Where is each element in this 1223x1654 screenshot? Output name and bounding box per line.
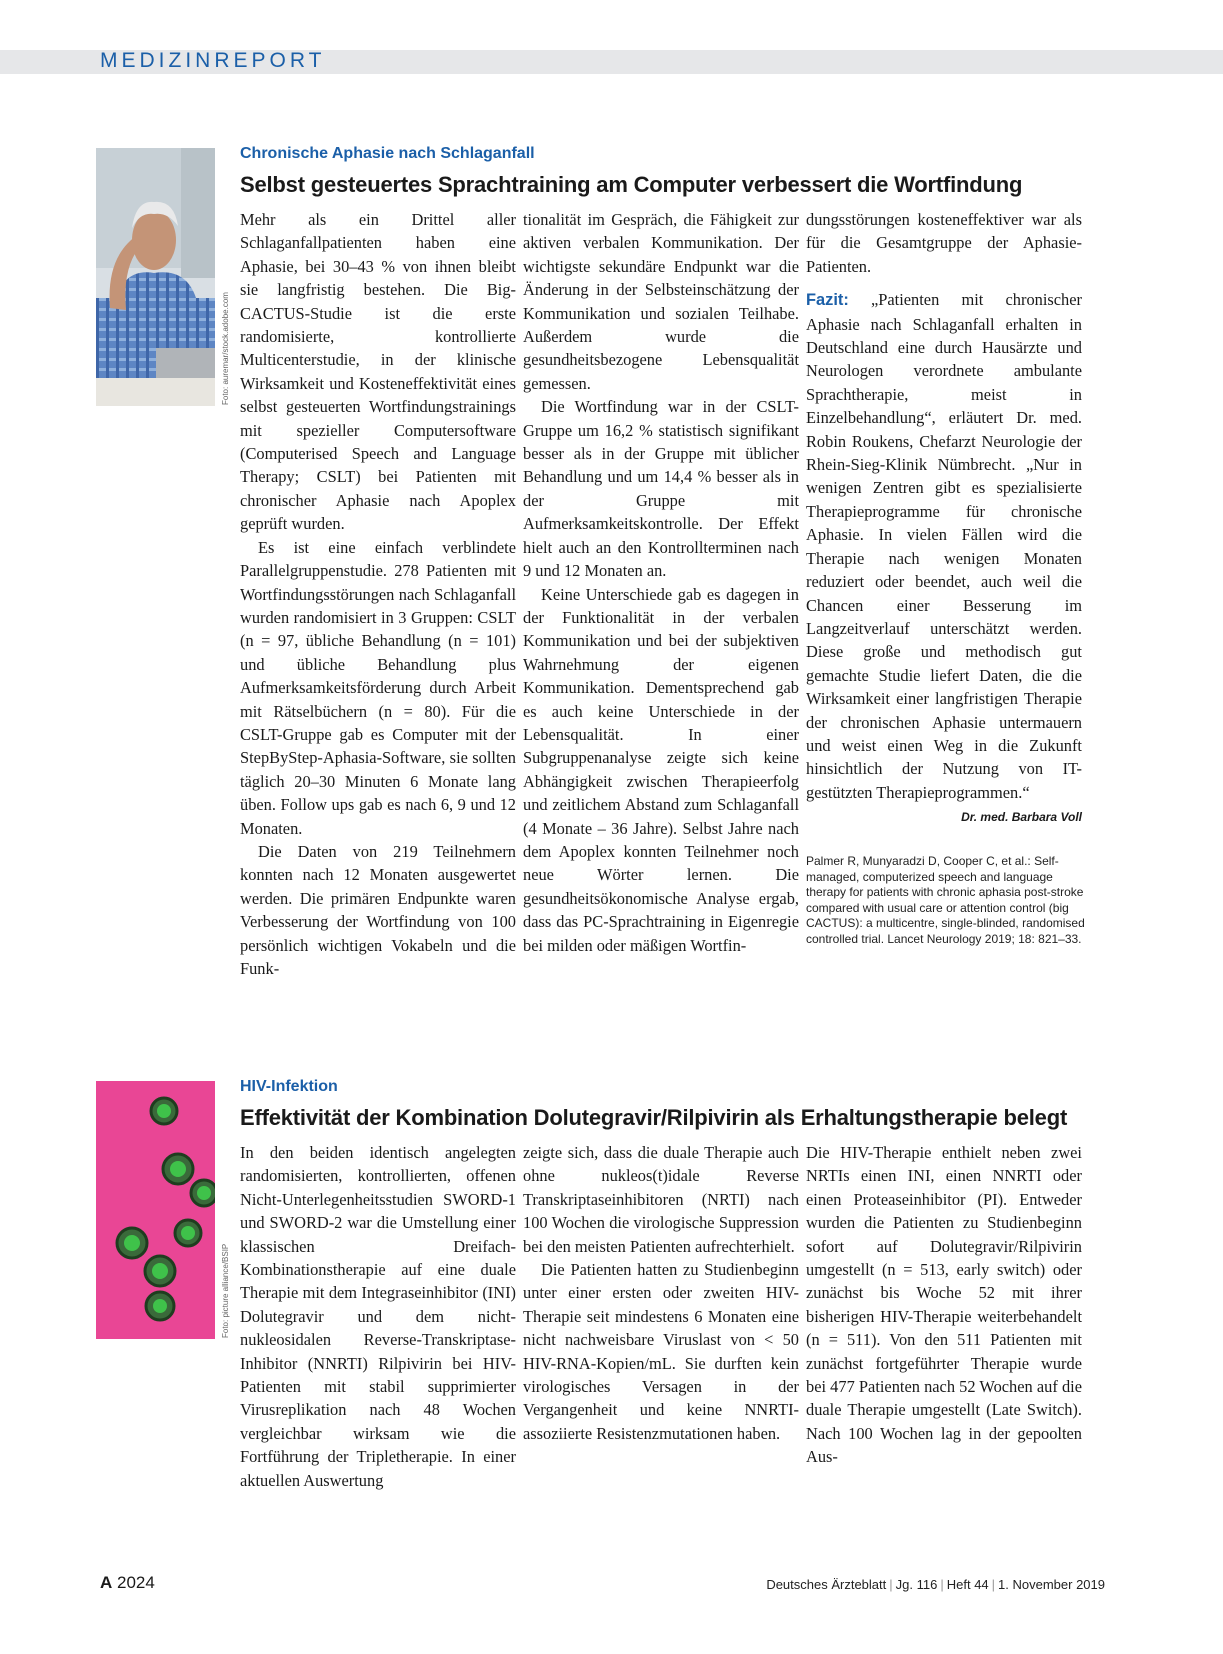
article1-kicker: Chronische Aphasie nach Schlaganfall (240, 145, 535, 162)
article1-photo-credit: Foto: auremar/stock.adobe.com (221, 292, 230, 405)
article2-photo (96, 1081, 215, 1339)
section-title: MEDIZINREPORT (100, 49, 326, 72)
paragraph: Es ist eine einfach verblindete Parallelgruppenstudie. 278 Patienten mit Wortfindungsstörungen nach Schlaganfall wurden randomisiert in 3 Gruppen: CSLT (n = 97, übliche Behandlung (n = 101) und übliche Behandlung plus Aufmerksamkeitsförderung durch Arbeit mit Rätselbüchern (n = 80). Für die CSLT-Gruppe gab es Computer mit der StepByStep-Aphasia-Software, sie sollten täglich 20–30 Minuten 6 Monate lang üben. Follow ups gab es nach 6, 9 und 12 Monaten. (240, 537, 516, 838)
journal-volume: Jg. 116 (895, 1577, 938, 1592)
paragraph: In den beiden identisch angelegten randomisierten, kontrollierten, offenen Nicht-Unterlegenheitsstudien SWORD-1 und SWORD-2 war die Umstellung einer klassischen Dreifach-Kombinationstherapie auf eine duale Therapie mit dem Integraseinhibitor (INI) Dolutegravir und dem nicht-nukleosidalen Reverse-Transkriptase-Inhibitor (NNRTI) Rilpivirin bei HIV-Patienten mit stabil supprimierter Virusreplikation nach 48 Wochen vergleichbar wirksam wie die Fortführung der Tripletherapie. In einer aktuellen Auswertung (240, 1143, 516, 1490)
fazit-label: Fazit: (806, 291, 849, 310)
article1-headline: Selbst gesteuertes Sprachtraining am Computer verbessert die Wortfindung (240, 172, 1023, 197)
article1-column-1 (240, 208, 516, 980)
article2-column-2 (523, 1141, 799, 1445)
paragraph: Die Wortfindung war in der CSLT-Gruppe um 16,2 % statistisch signifikant besser als in der Gruppe mit üblicher Behandlung und um 14,4 % besser als in der Gruppe mit Aufmerksamkeitskontrolle. Der Effekt hielt auch an den Kontrollterminen nach 9 und 12 Monaten an. (523, 397, 799, 581)
article2-column-3 (806, 1141, 1082, 1469)
article1-author: Dr. med. Barbara Voll (961, 810, 1082, 825)
paragraph: tionalität im Gespräch, die Fähigkeit zur aktiven verbalen Kommunikation. Der wichtigste sekundäre Endpunkt war die Änderung in der Selbsteinschätzung der Kommunikation und sozialen Teilhabe. Außerdem wurde die gesundheitsbezogene Lebensqualität gemessen. (523, 210, 799, 393)
paragraph: dungsstörungen kosteneffektiver war als für die Gesamtgruppe der Aphasie-Patienten. (806, 210, 1082, 276)
journal-name: Deutsches Ärzteblatt (766, 1577, 887, 1592)
article2-column-1 (240, 1141, 516, 1492)
fazit-paragraph (806, 288, 1082, 825)
article2-headline: Effektivität der Kombination Dolutegravir/Rilpivirin als Erhaltungstherapie belegt (240, 1105, 1068, 1130)
journal-date: 1. November 2019 (998, 1577, 1105, 1592)
article2-photo-credit: Foto: picture alliance/BSIP (221, 1243, 230, 1338)
journal-issue: Heft 44 (946, 1577, 989, 1592)
article1-column-3 (806, 208, 1082, 830)
article1-column-2 (523, 208, 799, 957)
page-number-value: 2024 (117, 1573, 155, 1592)
journal-info: Deutsches Ärzteblatt | Jg. 116 | Heft 44 | 1. November 2019 (766, 1577, 1105, 1592)
article2-kicker: HIV-Infektion (240, 1078, 338, 1095)
article1-reference: Palmer R, Munyaradzi D, Cooper C, et al.: Self-managed, computerized speech and language therapy for patients with chronic aphasia post-stroke compared with usual care or attention control (big CACTUS): a multicentre, single-blinded, randomised controlled trial. Lancet Neurology 2019; 18: 821–33. (806, 854, 1085, 946)
page-prefix: A (100, 1573, 113, 1592)
fazit-text: „Patienten mit chronischer Aphasie nach Schlaganfall erhalten in Deutschland eine durch Hausärzte und Neurologen verordnete ambulante Sprachtherapie, meist in Einzelbehandlung“, erläutert Dr. med. Robin Roukens, Chefarzt Neurologie der Rhein-Sieg-Klinik Nümbrecht. „Nur in wenigen Zentren gibt es spezialisierte Therapieprogramme für chronische Aphasie. In vielen Fällen wird die Therapie nach wenigen Monaten reduziert oder beendet, auch weil die Chancen einer Besserung im Langzeitverlauf unterschätzt werden. Diese große und methodisch gut gemachte Studie liefert Daten, die die Wirksamkeit einer langfristigen Therapie der chronischen Aphasie untermauern und weist einen Weg in die Zukunft hinsichtlich der Nutzung von IT-gestützten Therapieprogrammen.“ (806, 290, 1082, 802)
page-number (100, 1573, 155, 1593)
paragraph: Die Patienten hatten zu Studienbeginn unter einer ersten oder zweiten HIV-Therapie seit mindestens 6 Monaten eine nicht nachweisbare Viruslast von < 50 HIV-RNA-Kopien/mL. Sie durften kein virologisches Versagen in der Vergangenheit und keine NNRTI-assoziierte Resistenzmutationen haben. (523, 1260, 799, 1443)
article1-photo (96, 148, 215, 406)
paragraph: Mehr als ein Drittel aller Schlaganfallpatienten haben eine Aphasie, bei 30–43 % von ihnen bleibt sie langfristig bestehen. Die Big-CACTUS-Studie ist die erste randomisierte, kontrollierte Multicenterstudie, in der klinische Wirksamkeit und Kosteneffektivität eines selbst gesteuerten Wortfindungstrainings mit spezieller Computersoftware (Computerised Speech and Language Therapy; CSLT) bei Patienten mit chronischer Aphasie nach Apoplex geprüft wurden. (240, 210, 516, 534)
paragraph: zeigte sich, dass die duale Therapie auch ohne nukleos(t)idale Reverse Transkriptaseinhibitoren (NRTI) nach 100 Wochen die virologische Suppression bei den meisten Patienten aufrechterhielt. (523, 1143, 799, 1256)
paragraph: Die HIV-Therapie enthielt neben zwei NRTIs einen INI, einen NNRTI oder einen Proteaseinhibitor (PI). Entweder wurden die Patienten zu Studienbeginn sofort auf Dolutegravir/Rilpivirin umgestellt (n = 513, early switch) oder zunächst bis Woche 52 mit ihrer bisherigen HIV-Therapie weiterbehandelt (n = 511). Von den 511 Patienten mit zunächst fortgeführter Therapie wurde bei 477 Patienten nach 52 Wochen auf die duale Therapie umgestellt (Late Switch). Nach 100 Wochen lag in der gepoolten Aus- (806, 1143, 1082, 1467)
paragraph: Keine Unterschiede gab es dagegen in der Funktionalität in der verbalen Kommunikation und bei der subjektiven Wahrnehmung der eigenen Kommunikation. Dementsprechend gab es auch keine Unterschiede in der Lebensqualität. In einer Subgruppenanalyse zeigte sich keine Abhängigkeit zwischen Therapieerfolg und zeitlichem Abstand zum Schlaganfall (4 Monate – 36 Jahre). Selbst Jahre nach dem Apoplex konnten Teilnehmer noch neue Wörter lernen. Die gesundheitsökonomische Analyse ergab, dass das PC-Sprachtraining in Eigenregie bei milden oder mäßigen Wortfin- (523, 584, 799, 955)
paragraph: Die Daten von 219 Teilnehmern konnten nach 12 Monaten ausgewertet werden. Die primären Endpunkte waren Verbesserung der Wortfindung von 100 persönlich wichtigen Vokabeln und die Funk- (240, 841, 516, 978)
